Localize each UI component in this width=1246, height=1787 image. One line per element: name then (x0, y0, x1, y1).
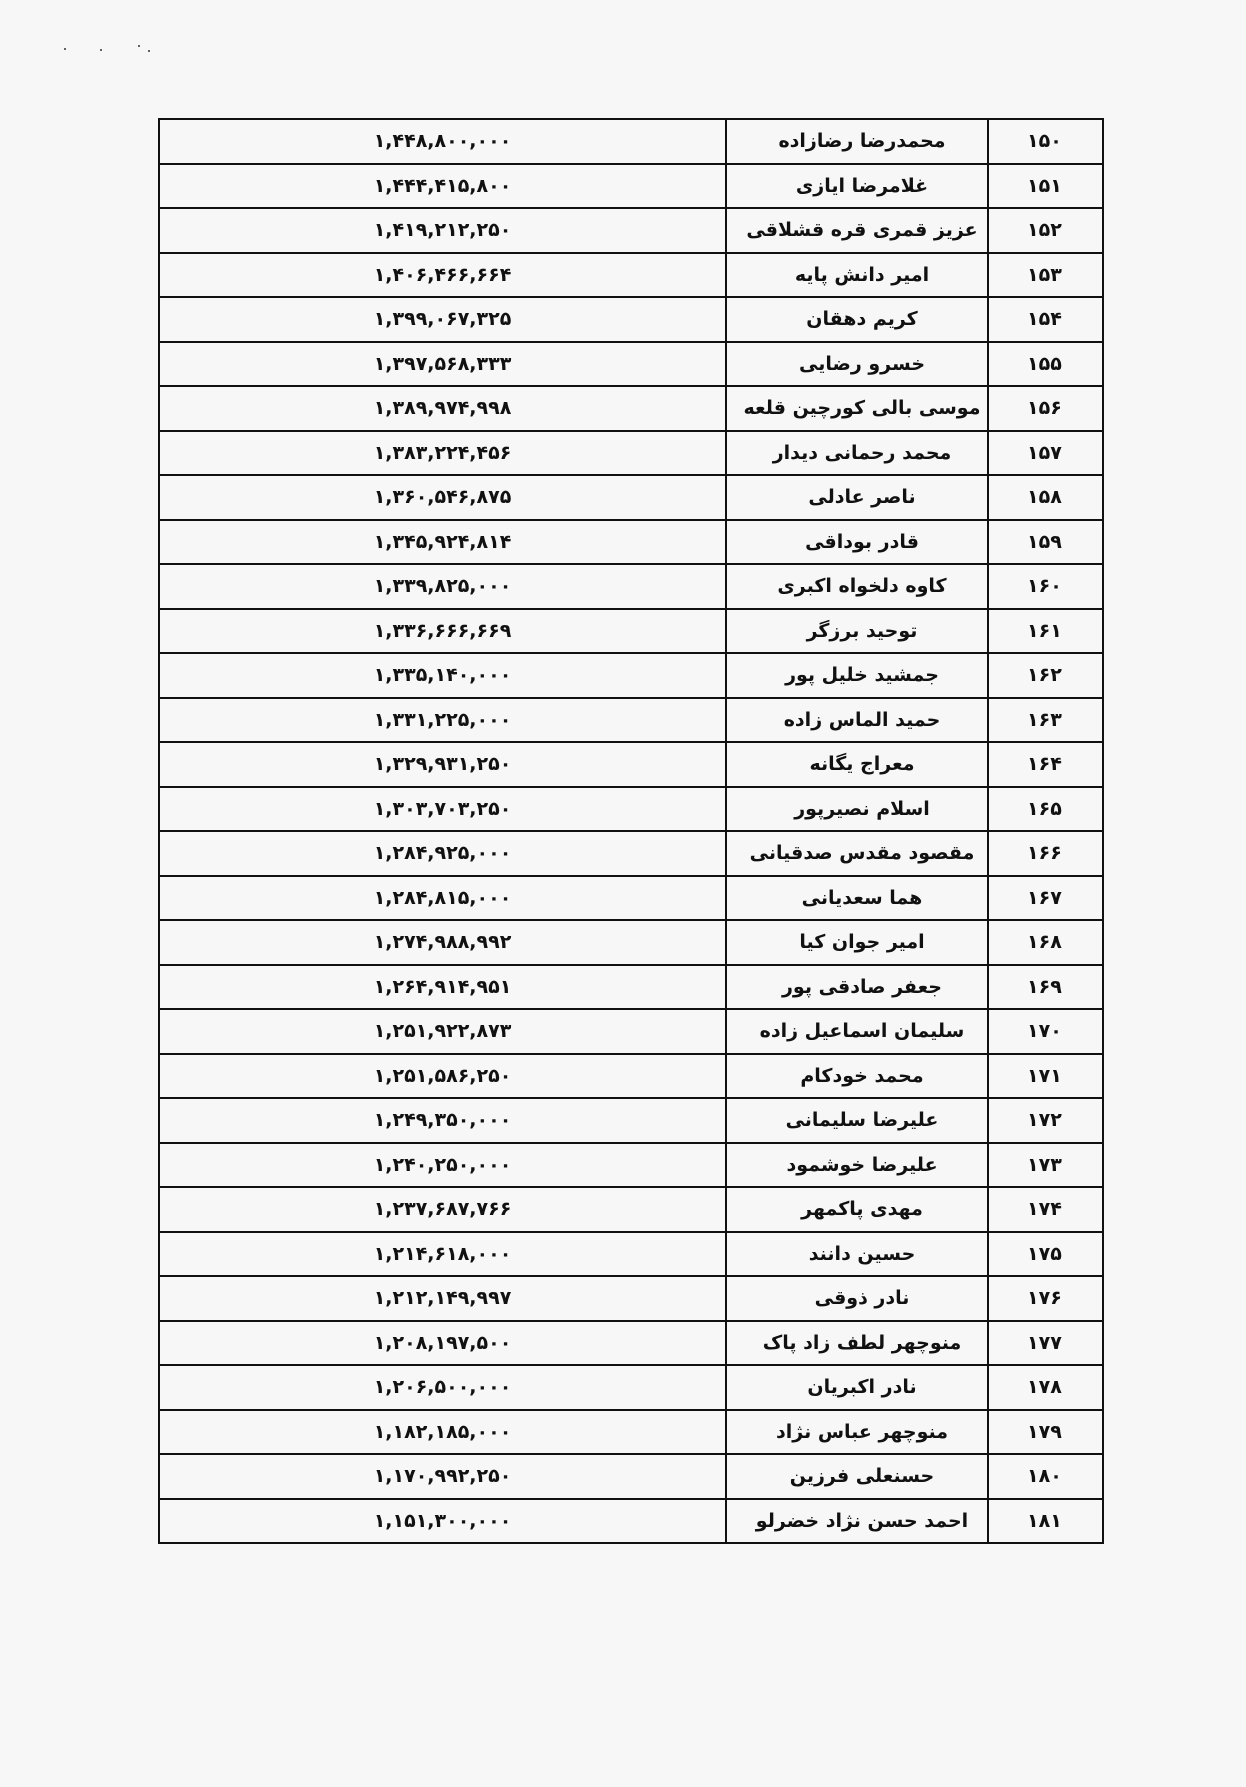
table-row (159, 609, 1103, 654)
name-cell: اسلام نصیرپور (726, 787, 988, 832)
table-row (159, 119, 1103, 164)
name-cell: نادر اکبریان (726, 1365, 988, 1410)
table-row (159, 475, 1103, 520)
index-cell: ۱۵۹ (988, 520, 1103, 565)
name-cell: مهدی پاکمهر (726, 1187, 988, 1232)
table-row (159, 831, 1103, 876)
amount-cell: ۱,۴۰۶,۴۶۶,۶۶۴ (159, 253, 726, 298)
amount-cell: ۱,۲۸۴,۸۱۵,۰۰۰ (159, 876, 726, 921)
amount-cell: ۱,۱۸۲,۱۸۵,۰۰۰ (159, 1410, 726, 1455)
index-cell: ۱۵۶ (988, 386, 1103, 431)
index-cell: ۱۵۴ (988, 297, 1103, 342)
name-cell: امیر دانش پایه (726, 253, 988, 298)
index-cell: ۱۵۸ (988, 475, 1103, 520)
amount-cell: ۱,۳۰۳,۷۰۳,۲۵۰ (159, 787, 726, 832)
name-cell: محمدرضا رضازاده (726, 119, 988, 164)
scan-specks (60, 45, 160, 55)
amount-cell: ۱,۲۳۷,۶۸۷,۷۶۶ (159, 1187, 726, 1232)
amount-cell: ۱,۲۸۴,۹۲۵,۰۰۰ (159, 831, 726, 876)
index-cell: ۱۷۰ (988, 1009, 1103, 1054)
speck (138, 45, 140, 47)
table-row (159, 520, 1103, 565)
table-row (159, 208, 1103, 253)
name-cell: ناصر عادلی (726, 475, 988, 520)
name-cell: سلیمان اسماعیل زاده (726, 1009, 988, 1054)
speck (100, 49, 102, 51)
amount-cell: ۱,۳۳۵,۱۴۰,۰۰۰ (159, 653, 726, 698)
name-cell: موسی بالی کورچین قلعه (726, 386, 988, 431)
table-row (159, 1143, 1103, 1188)
name-cell: غلامرضا ایازی (726, 164, 988, 209)
amount-cell: ۱,۴۱۹,۲۱۲,۲۵۰ (159, 208, 726, 253)
amount-cell: ۱,۲۴۹,۳۵۰,۰۰۰ (159, 1098, 726, 1143)
index-cell: ۱۷۳ (988, 1143, 1103, 1188)
name-cell: محمد رحمانی دیدار (726, 431, 988, 476)
index-cell: ۱۶۱ (988, 609, 1103, 654)
table-row (159, 1098, 1103, 1143)
table-row (159, 297, 1103, 342)
ranking-table (158, 118, 1104, 1544)
amount-cell: ۱,۱۷۰,۹۹۲,۲۵۰ (159, 1454, 726, 1499)
name-cell: امیر جوان کیا (726, 920, 988, 965)
name-cell: هما سعدیانی (726, 876, 988, 921)
index-cell: ۱۶۸ (988, 920, 1103, 965)
index-cell: ۱۵۳ (988, 253, 1103, 298)
index-cell: ۱۸۱ (988, 1499, 1103, 1544)
index-cell: ۱۶۷ (988, 876, 1103, 921)
table-row (159, 1054, 1103, 1099)
name-cell: عزیز قمری قره قشلاقی (726, 208, 988, 253)
table-row (159, 698, 1103, 743)
index-cell: ۱۶۹ (988, 965, 1103, 1010)
table-row (159, 1321, 1103, 1366)
table-row (159, 742, 1103, 787)
amount-cell: ۱,۲۶۴,۹۱۴,۹۵۱ (159, 965, 726, 1010)
table-row (159, 1365, 1103, 1410)
table-row (159, 787, 1103, 832)
index-cell: ۱۶۶ (988, 831, 1103, 876)
index-cell: ۱۶۰ (988, 564, 1103, 609)
table-row (159, 386, 1103, 431)
name-cell: علیرضا خوشمود (726, 1143, 988, 1188)
amount-cell: ۱,۲۵۱,۵۸۶,۲۵۰ (159, 1054, 726, 1099)
index-cell: ۱۷۸ (988, 1365, 1103, 1410)
name-cell: محمد خودکام (726, 1054, 988, 1099)
amount-cell: ۱,۳۳۹,۸۲۵,۰۰۰ (159, 564, 726, 609)
table-row (159, 1232, 1103, 1277)
name-cell: احمد حسن نژاد خضرلو (726, 1499, 988, 1544)
ranking-table-container (158, 118, 1102, 1639)
index-cell: ۱۷۵ (988, 1232, 1103, 1277)
table-row (159, 1009, 1103, 1054)
index-cell: ۱۵۵ (988, 342, 1103, 387)
name-cell: نادر ذوقی (726, 1276, 988, 1321)
table-row (159, 1454, 1103, 1499)
table-row (159, 1276, 1103, 1321)
amount-cell: ۱,۲۷۴,۹۸۸,۹۹۲ (159, 920, 726, 965)
amount-cell: ۱,۳۴۵,۹۲۴,۸۱۴ (159, 520, 726, 565)
amount-cell: ۱,۳۲۹,۹۳۱,۲۵۰ (159, 742, 726, 787)
name-cell: جمشید خلیل پور (726, 653, 988, 698)
amount-cell: ۱,۳۸۳,۲۲۴,۴۵۶ (159, 431, 726, 476)
amount-cell: ۱,۱۵۱,۳۰۰,۰۰۰ (159, 1499, 726, 1544)
table-row (159, 876, 1103, 921)
index-cell: ۱۵۲ (988, 208, 1103, 253)
table-row (159, 164, 1103, 209)
index-cell: ۱۶۴ (988, 742, 1103, 787)
index-cell: ۱۶۳ (988, 698, 1103, 743)
amount-cell: ۱,۳۶۰,۵۴۶,۸۷۵ (159, 475, 726, 520)
index-cell: ۱۷۲ (988, 1098, 1103, 1143)
name-cell: کاوه دلخواه اکبری (726, 564, 988, 609)
amount-cell: ۱,۲۴۰,۲۵۰,۰۰۰ (159, 1143, 726, 1188)
name-cell: حمید الماس زاده (726, 698, 988, 743)
table-row (159, 564, 1103, 609)
table-row (159, 342, 1103, 387)
index-cell: ۱۶۲ (988, 653, 1103, 698)
amount-cell: ۱,۴۴۸,۸۰۰,۰۰۰ (159, 119, 726, 164)
amount-cell: ۱,۳۳۱,۲۲۵,۰۰۰ (159, 698, 726, 743)
table-row (159, 1499, 1103, 1544)
name-cell: حسین دانند (726, 1232, 988, 1277)
amount-cell: ۱,۳۹۷,۵۶۸,۳۳۳ (159, 342, 726, 387)
amount-cell: ۱,۲۱۴,۶۱۸,۰۰۰ (159, 1232, 726, 1277)
table-row (159, 653, 1103, 698)
amount-cell: ۱,۳۳۶,۶۶۶,۶۶۹ (159, 609, 726, 654)
amount-cell: ۱,۳۸۹,۹۷۴,۹۹۸ (159, 386, 726, 431)
index-cell: ۱۵۱ (988, 164, 1103, 209)
name-cell: خسرو رضایی (726, 342, 988, 387)
amount-cell: ۱,۴۴۴,۴۱۵,۸۰۰ (159, 164, 726, 209)
index-cell: ۱۷۷ (988, 1321, 1103, 1366)
index-cell: ۱۶۵ (988, 787, 1103, 832)
index-cell: ۱۷۱ (988, 1054, 1103, 1099)
index-cell: ۱۷۴ (988, 1187, 1103, 1232)
name-cell: معراج یگانه (726, 742, 988, 787)
table-row (159, 253, 1103, 298)
table-row (159, 431, 1103, 476)
index-cell: ۱۵۰ (988, 119, 1103, 164)
index-cell: ۱۷۶ (988, 1276, 1103, 1321)
name-cell: علیرضا سلیمانی (726, 1098, 988, 1143)
name-cell: مقصود مقدس صدقیانی (726, 831, 988, 876)
table-row (159, 1410, 1103, 1455)
name-cell: منوچهر عباس نژاد (726, 1410, 988, 1455)
amount-cell: ۱,۲۵۱,۹۲۲,۸۷۳ (159, 1009, 726, 1054)
table-row (159, 965, 1103, 1010)
name-cell: قادر بوداقی (726, 520, 988, 565)
ranking-table-body (159, 119, 1103, 1543)
name-cell: منوچهر لطف زاد پاک (726, 1321, 988, 1366)
index-cell: ۱۵۷ (988, 431, 1103, 476)
name-cell: کریم دهقان (726, 297, 988, 342)
speck (148, 50, 150, 52)
amount-cell: ۱,۲۰۸,۱۹۷,۵۰۰ (159, 1321, 726, 1366)
table-row (159, 920, 1103, 965)
speck (64, 48, 66, 50)
amount-cell: ۱,۲۱۲,۱۴۹,۹۹۷ (159, 1276, 726, 1321)
table-row (159, 1187, 1103, 1232)
name-cell: جعفر صادقی پور (726, 965, 988, 1010)
amount-cell: ۱,۲۰۶,۵۰۰,۰۰۰ (159, 1365, 726, 1410)
name-cell: توحید برزگر (726, 609, 988, 654)
index-cell: ۱۸۰ (988, 1454, 1103, 1499)
index-cell: ۱۷۹ (988, 1410, 1103, 1455)
name-cell: حسنعلی فرزین (726, 1454, 988, 1499)
amount-cell: ۱,۳۹۹,۰۶۷,۳۲۵ (159, 297, 726, 342)
